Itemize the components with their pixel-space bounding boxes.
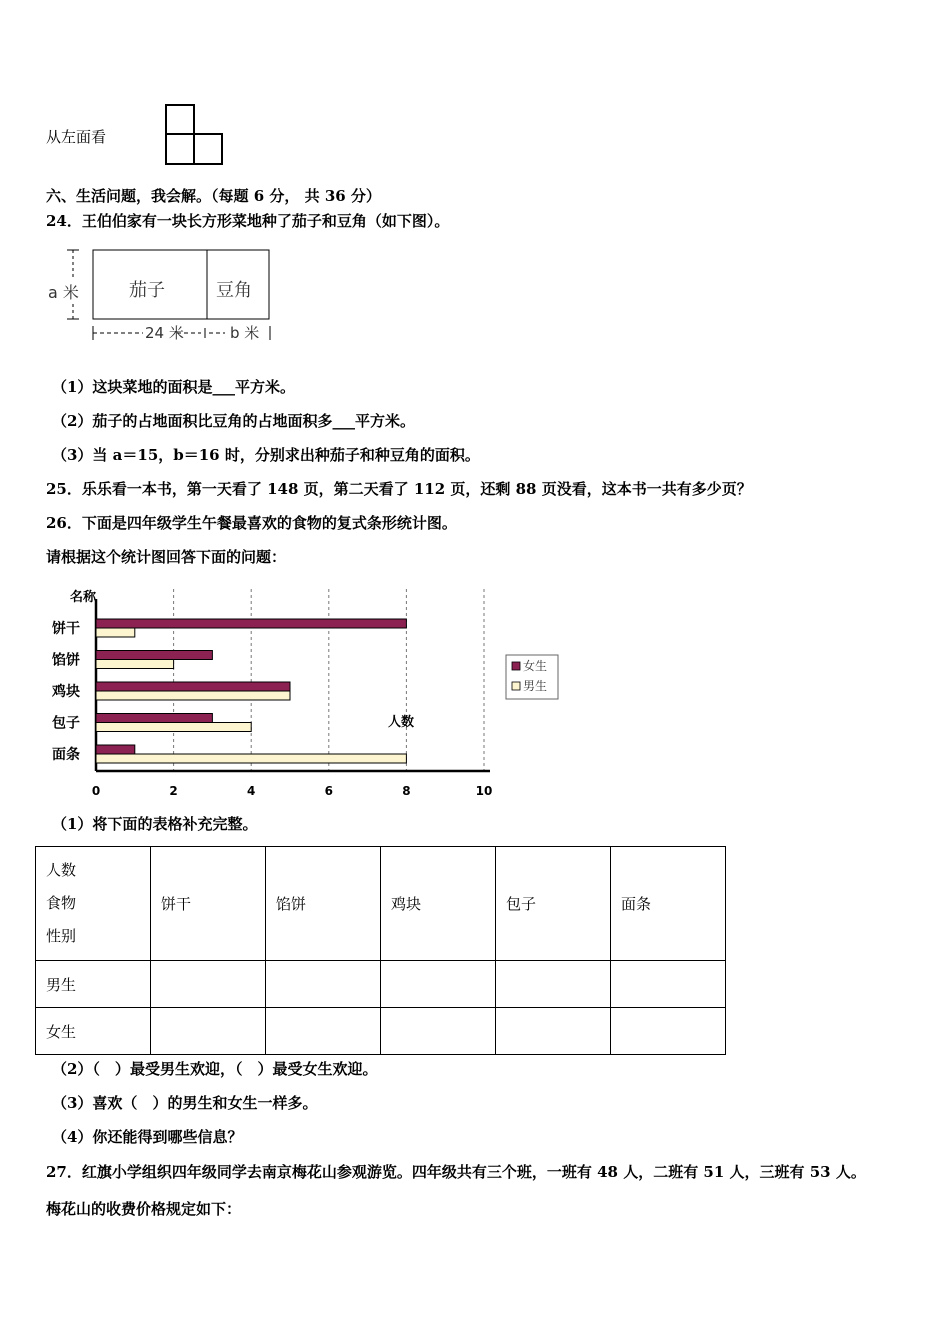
answer-cell[interactable] bbox=[266, 961, 381, 1008]
category-label: 面条 bbox=[52, 747, 80, 763]
header-line: 食物 bbox=[46, 894, 77, 912]
q26-prompt: 请根据这个统计图回答下面的问题： bbox=[46, 548, 287, 566]
column-header: 鸡块 bbox=[381, 847, 496, 961]
header-line: 人数 bbox=[46, 861, 77, 879]
column-header: 馅饼 bbox=[266, 847, 381, 961]
row-header: 男生 bbox=[36, 961, 151, 1008]
fill-table bbox=[35, 846, 726, 1055]
bar-female bbox=[96, 619, 406, 628]
q27-text2: 梅花山的收费价格规定如下： bbox=[46, 1200, 242, 1218]
eggplant-label: 茄子 bbox=[129, 280, 165, 301]
length-b-label: b 米 bbox=[230, 324, 260, 342]
x-tick-label: 2 bbox=[169, 784, 178, 798]
legend-swatch bbox=[512, 662, 520, 670]
answer-cell[interactable] bbox=[151, 961, 266, 1008]
side-a-label: a 米 bbox=[48, 283, 79, 302]
category-label: 鸡块 bbox=[52, 684, 80, 700]
answer-cell[interactable] bbox=[496, 961, 611, 1008]
bean-label: 豆角 bbox=[216, 280, 252, 301]
q26-sub2: （2）（ ）最受男生欢迎，（ ）最受女生欢迎。 bbox=[52, 1060, 378, 1078]
q26-sub4: （4）你还能得到哪些信息？ bbox=[52, 1128, 243, 1146]
header-cell bbox=[36, 847, 151, 961]
bar-female bbox=[96, 651, 212, 660]
section-heading: 六、生活问题，我会解。（每题 6 分， 共 36 分） bbox=[46, 187, 381, 205]
q26-text: 26．下面是四年级学生午餐最喜欢的食物的复式条形统计图。 bbox=[46, 514, 457, 532]
answer-cell[interactable] bbox=[611, 1008, 726, 1055]
answer-cell[interactable] bbox=[151, 1008, 266, 1055]
bar-female bbox=[96, 714, 212, 723]
x-tick-label: 4 bbox=[247, 784, 256, 798]
q24-sub2: （2）茄子的占地面积比豆角的占地面积多___平方米。 bbox=[52, 412, 415, 430]
left-view-figure bbox=[165, 104, 225, 166]
answer-cell[interactable] bbox=[611, 961, 726, 1008]
category-label: 饼干 bbox=[52, 621, 80, 637]
column-header: 饼干 bbox=[151, 847, 266, 961]
q24-text: 24．王伯伯家有一块长方形菜地种了茄子和豆角（如下图）。 bbox=[46, 212, 450, 230]
q24-sub1: （1）这块菜地的面积是___平方米。 bbox=[52, 378, 295, 396]
header-line: 性别 bbox=[46, 927, 77, 945]
bar-female bbox=[96, 745, 135, 754]
bar-male bbox=[96, 723, 251, 732]
bar-male bbox=[96, 691, 290, 700]
answer-cell[interactable] bbox=[266, 1008, 381, 1055]
bar-male bbox=[96, 628, 135, 637]
q26-sub3: （3）喜欢（ ）的男生和女生一样多。 bbox=[52, 1094, 318, 1112]
bar-male bbox=[96, 754, 406, 763]
column-header: 包子 bbox=[496, 847, 611, 961]
answer-cell[interactable] bbox=[496, 1008, 611, 1055]
x-tick-label: 0 bbox=[91, 784, 101, 798]
food-bar-chart bbox=[40, 585, 580, 805]
length-24-label: 24 米 bbox=[145, 324, 184, 342]
q24-sub3: （3）当 a＝15，b＝16 时，分别求出种茄子和种豆角的面积。 bbox=[52, 446, 480, 464]
answer-cell[interactable] bbox=[381, 961, 496, 1008]
answer-cell[interactable] bbox=[381, 1008, 496, 1055]
bar-female bbox=[96, 682, 290, 691]
q27-text: 27．红旗小学组织四年级同学去南京梅花山参观游览。四年级共有三个班，一班有 48 人，二班有 51 人，三班有 53 人。 bbox=[46, 1163, 866, 1181]
column-header: 面条 bbox=[611, 847, 726, 961]
legend-swatch bbox=[512, 682, 520, 690]
row-header: 女生 bbox=[36, 1008, 151, 1055]
bar-male bbox=[96, 660, 174, 669]
q25-text: 25．乐乐看一本书，第一天看了 148 页，第二天看了 112 页，还剩 88 页没看，这本书一共有多少页？ bbox=[46, 480, 752, 498]
legend-label: 女生 bbox=[523, 659, 548, 673]
y-axis-title: 名称 bbox=[70, 590, 97, 605]
x-axis-title: 人数 bbox=[388, 715, 415, 730]
category-label: 包子 bbox=[52, 715, 80, 732]
x-tick-label: 10 bbox=[475, 784, 493, 798]
q26-sub1: （1）将下面的表格补充完整。 bbox=[52, 815, 258, 833]
category-label: 馅饼 bbox=[52, 652, 80, 669]
left-view-label: 从左面看 bbox=[46, 128, 107, 146]
x-tick-label: 8 bbox=[402, 784, 411, 798]
x-tick-label: 6 bbox=[324, 784, 333, 798]
legend-label: 男生 bbox=[523, 679, 548, 693]
